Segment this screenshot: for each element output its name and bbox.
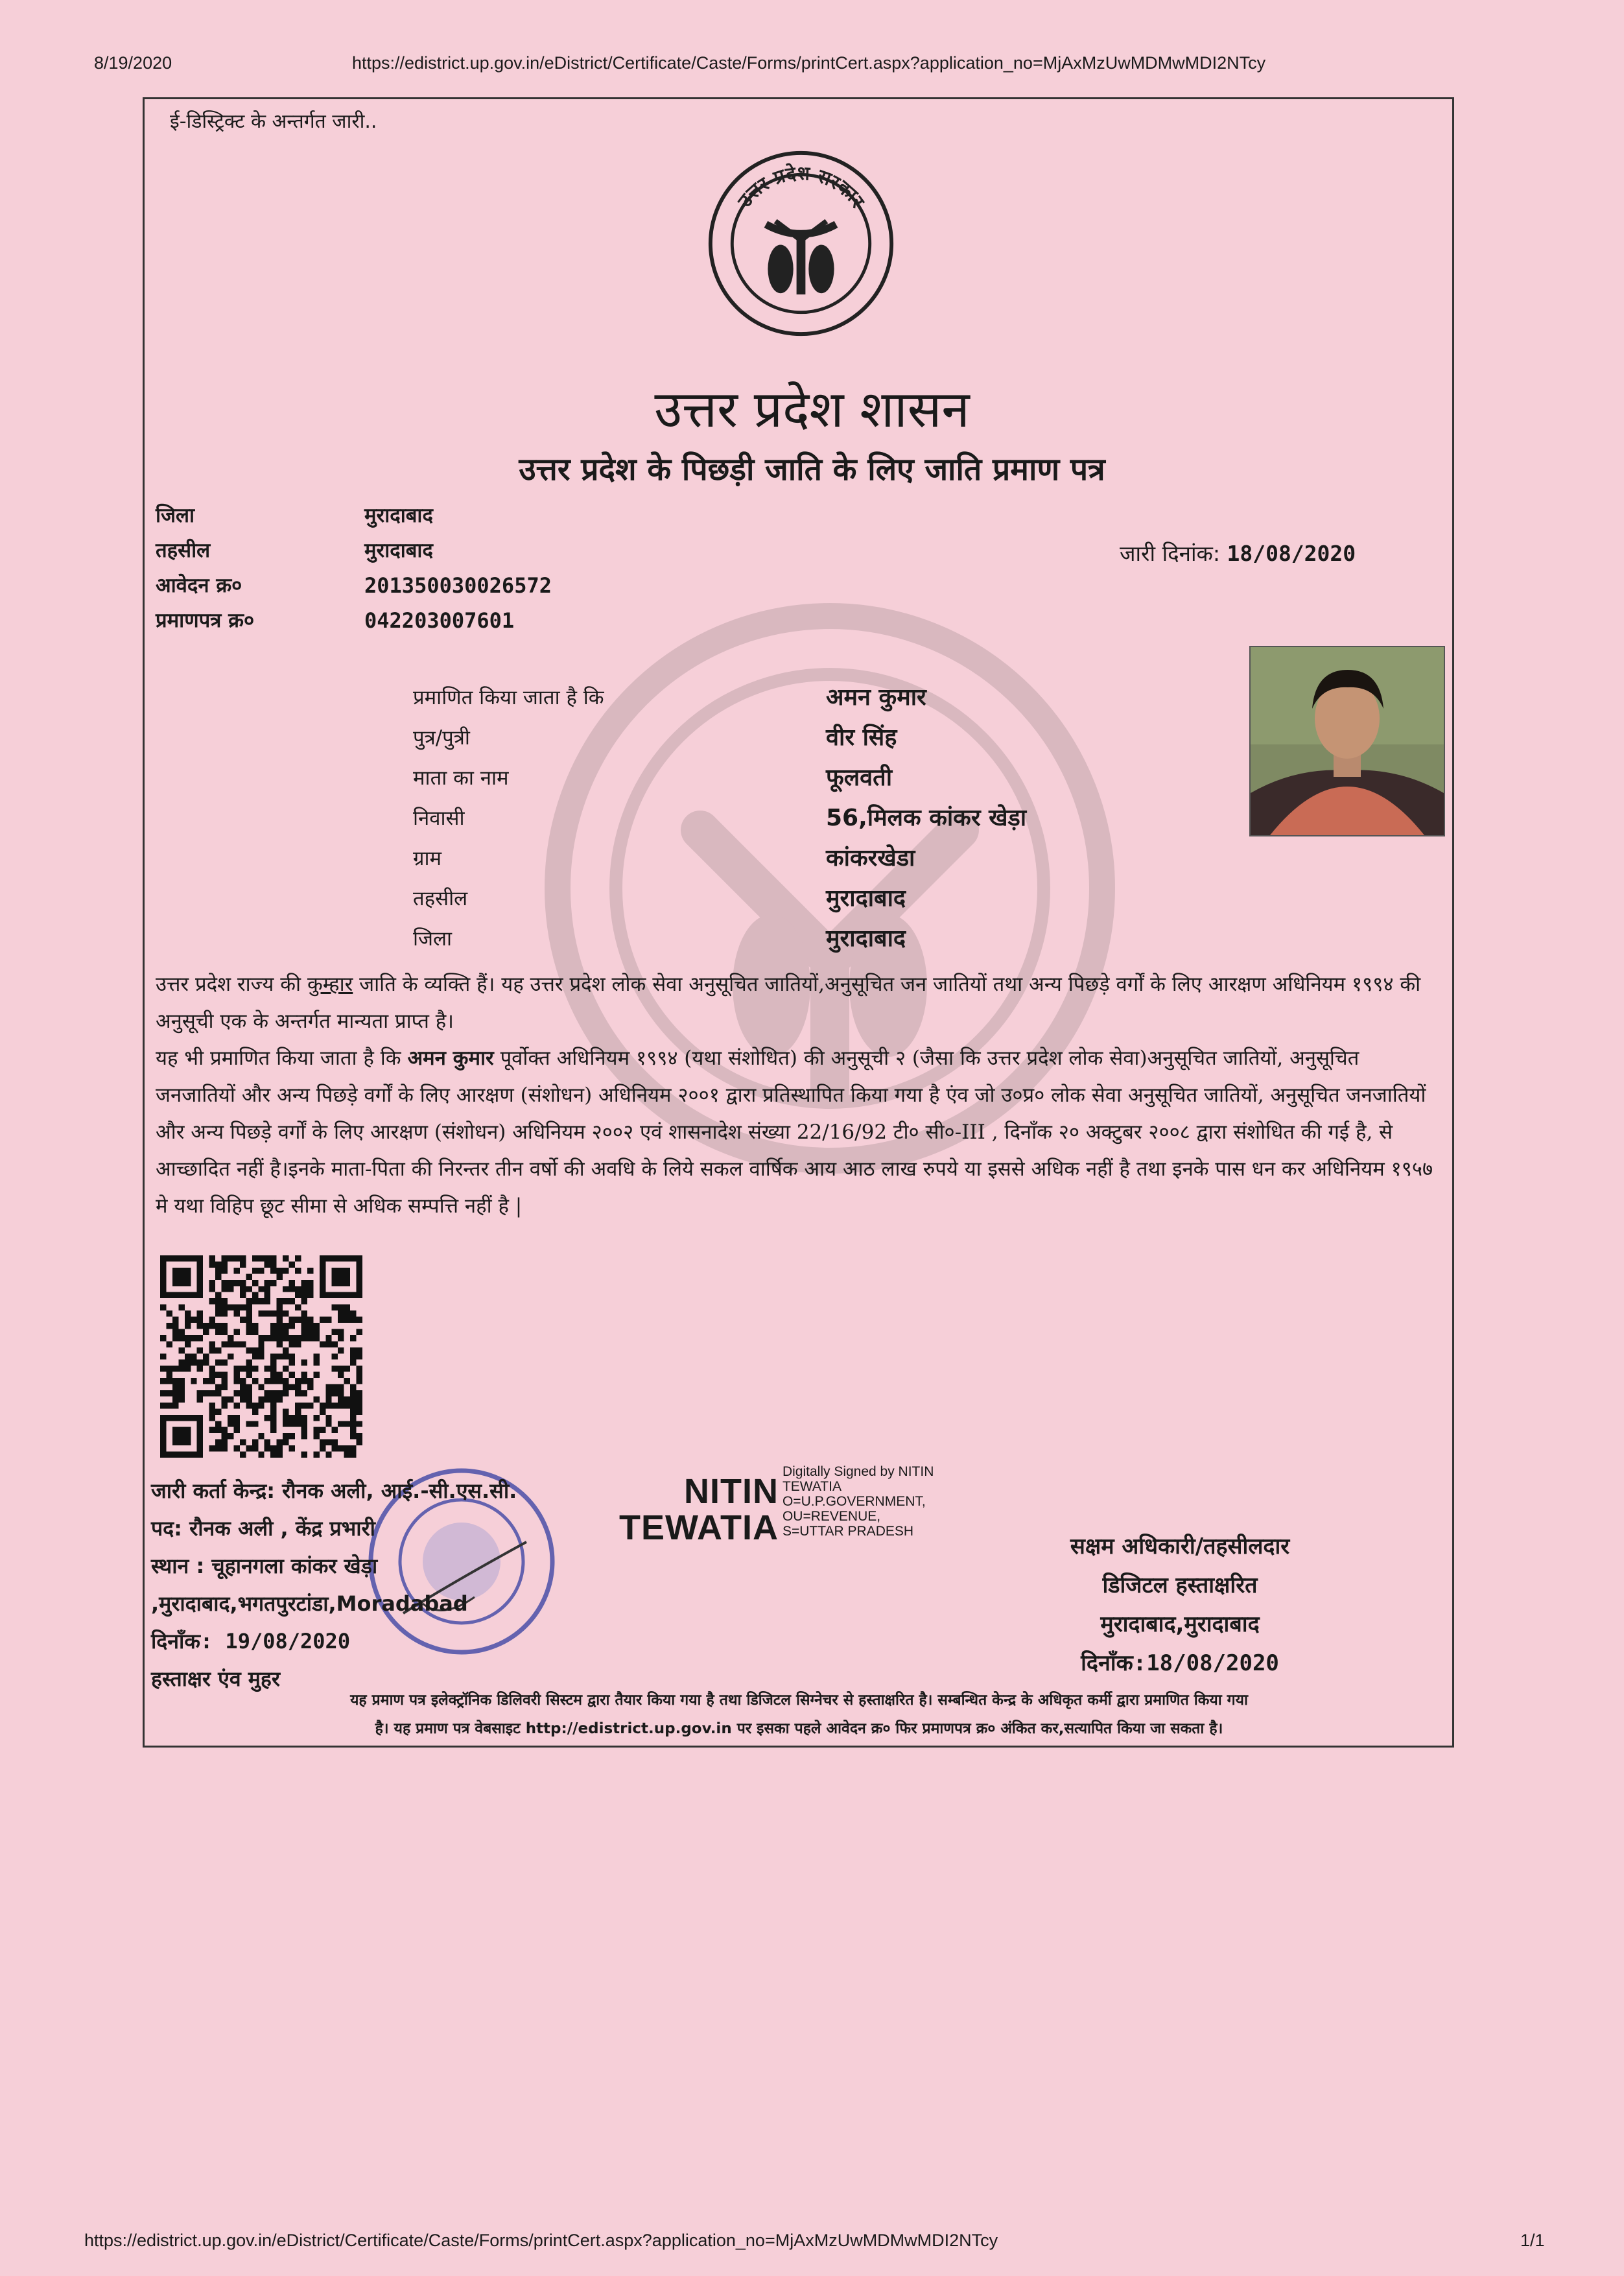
certificate-body	[156, 966, 1442, 1225]
tehsil-label: तहसील	[156, 539, 211, 562]
detail-value: वीर सिंह	[826, 724, 897, 751]
certificate-number: 042203007601	[364, 608, 515, 633]
print-header	[0, 53, 1624, 79]
body-text: उत्तर प्रदेश राज्य की	[156, 973, 307, 996]
detail-label: प्रमाणित किया जाता है कि	[413, 686, 604, 709]
detail-value: मुरादाबाद	[826, 925, 906, 952]
body-text: पूर्वोक्त अधिनियम १९९४ (यथा संशोधित) की अनुसूची २ (जैसा कि उत्तर प्रदेश लोक सेवा)अनुसूचित जातियों, अनुसूचित जनजातियों और अन्य पिछड़े वर्गों के लिए आरक्षण (संशोधन) अधिनियम २००१ द्वारा प्रतिस्थापित किया गया है एंव जो उ०प्र० लोक सेवा अनुसूचित जातियों, अनुसूचित जनजातियों और अन्य पिछड़े वर्गों के लिए आरक्षण (संशोधन) अधिनियम २००२ एवं शासनादेश संख्या 22/16/92 टी० सी०-III , दिनाँक २० अक्टुबर २००८ द्वारा संशोधित की गई है, से आच्छादित नहीं है।इनके माता-पिता की निरन्तर तीन वर्षो की अवधि के लिये सकल वार्षिक आय आठ लाख रुपये या इससे अधिक नहीं है तथा इनके पास धन कर अधिनियम १९५७ मे यथा विहिप छूट सीमा से अधिक सम्पत्ति नहीं है |	[156, 1047, 1433, 1218]
detail-row	[413, 919, 1026, 959]
detail-label: ग्राम	[413, 847, 442, 870]
footer-url: https://edistrict.up.gov.in/eDistrict/Certificate/Caste/Forms/printCert.aspx?application_no=MjAxMzUwMDMwMDI2NTcy	[84, 2231, 998, 2250]
detail-label: तहसील	[413, 887, 468, 910]
government-title: उत्तर प्रदेश शासन	[654, 381, 970, 439]
verification-footnote	[149, 1686, 1449, 1743]
signature-line: S=UTTAR PRADESH	[782, 1524, 914, 1539]
detail-row	[413, 758, 1026, 798]
signature-line: O=U.P.GOVERNMENT,	[782, 1494, 926, 1509]
body-paragraph-2	[156, 1040, 1442, 1225]
officer-designation: सक्षम अधिकारी/तहसीलदार	[1070, 1534, 1290, 1559]
qr-code-icon	[159, 1255, 364, 1458]
meta-certificate-row	[156, 603, 552, 638]
meta-application-row	[156, 568, 552, 603]
issuing-center	[151, 1472, 517, 1698]
page-count: 1/1	[1520, 2231, 1545, 2250]
issuing-center-post: पद: रौनक अली , केंद्र प्रभारी	[151, 1516, 375, 1541]
application-number: 201350030026572	[364, 573, 552, 598]
applicant-name: अमन कुमार	[407, 1047, 494, 1070]
signature-line: TEWATIA	[782, 1479, 841, 1494]
district-value: मुरादाबाद	[364, 504, 433, 527]
certificate-title: उत्तर प्रदेश के पिछड़ी जाति के लिए जाति प्रमाण पत्र	[519, 451, 1105, 488]
issuing-center-name: जारी कर्ता केन्द्र: रौनक अली, आई.-सी.एस.सी.	[151, 1478, 517, 1503]
svg-text:उत्तर प्रदेश सरकार: उत्तर प्रदेश सरकार	[733, 161, 869, 212]
detail-row	[413, 678, 1026, 718]
person-photo-icon	[1251, 647, 1444, 835]
body-text: यह भी प्रमाणित किया जाता है कि	[156, 1047, 408, 1070]
certificate-label: प्रमाणपत्र क्र०	[156, 609, 255, 632]
issue-date-value: 18/08/2020	[1227, 541, 1356, 566]
issuing-center-date: दिनाँक: 19/08/2020	[151, 1629, 351, 1654]
certificate-meta	[156, 498, 552, 638]
officer-signed: डिजिटल हस्ताक्षरित	[1102, 1572, 1258, 1598]
signer-first-name: NITIN	[683, 1472, 779, 1511]
footnote-line: यह प्रमाण पत्र इलेक्ट्रॉनिक डिलिवरी सिस्टम द्वारा तैयार किया गया है तथा डिजिटल सिग्नेचर से हस्ताक्षरित है। सम्बन्धित केन्द्र के अधिकृत कर्मी द्वारा प्रमाणित किया गया	[350, 1692, 1248, 1709]
detail-value: 56,मिलक कांकर खेड़ा	[826, 805, 1027, 831]
digital-signature	[619, 1464, 934, 1546]
signature-line: OU=REVENUE,	[782, 1509, 881, 1524]
detail-row	[413, 718, 1026, 758]
body-text: जाति के व्यक्ति हैं। यह उत्तर प्रदेश लोक सेवा अनुसूचित जातियों,अनुसूचित जन जातियों तथा अन्य पिछड़े वर्गों के लिए आरक्षण अधिनियम १९९४ की अनुसूची एक के अन्तर्गत मान्यता प्राप्त है।	[156, 973, 1421, 1033]
detail-row	[413, 798, 1026, 838]
body-paragraph-1	[156, 966, 1442, 1040]
officer-date: दिनाँक:18/08/2020	[1081, 1650, 1279, 1676]
detail-label: माता का नाम	[413, 766, 509, 790]
signature-line: Digitally Signed by NITIN	[782, 1464, 934, 1479]
print-date: 8/19/2020	[94, 53, 172, 73]
officer-location: मुरादाबाद,मुरादाबाद	[1100, 1611, 1260, 1637]
district-label: जिला	[156, 504, 195, 527]
print-url: https://edistrict.up.gov.in/eDistrict/Certificate/Caste/Forms/printCert.aspx?application_no=MjAxMzUwMDMwMDI2NTcy	[352, 53, 1266, 73]
meta-tehsil-row	[156, 533, 552, 568]
issuing-center-place: स्थान : चूहानगला कांकर खेड़ा	[151, 1554, 378, 1578]
signer-last-name: TEWATIA	[619, 1508, 779, 1547]
detail-value: फूलवती	[826, 765, 893, 791]
issued-under-text: ई-डिस्ट्रिक्ट के अन्तर्गत जारी..	[170, 110, 377, 133]
detail-row	[413, 879, 1026, 919]
footnote-line: है। यह प्रमाण पत्र वेबसाइट http://edistrict.up.gov.in पर इसका पहले आवेदन क्र० फिर प्रमाणपत्र क्र० अंकित कर,सत्यापित किया जा सकता है।	[375, 1720, 1223, 1737]
tehsil-value: मुरादाबाद	[364, 539, 433, 562]
applicant-photo	[1249, 646, 1445, 836]
detail-label: पुत्र/पुत्री	[413, 726, 470, 750]
issue-date-label: जारी दिनांक:	[1120, 541, 1220, 566]
issuing-center-address: ,मुरादाबाद,भगतपुरटांडा,Moradabad	[151, 1591, 468, 1616]
application-label: आवेदन क्र०	[156, 574, 242, 597]
detail-label: निवासी	[413, 807, 465, 830]
up-emblem-icon	[705, 148, 897, 339]
caste-name: कुम्हार	[307, 973, 353, 996]
detail-value: कांकरखेडा	[826, 845, 915, 871]
issue-date	[1120, 538, 1356, 567]
meta-district-row	[156, 498, 552, 533]
detail-value: मुरादाबाद	[826, 885, 906, 912]
detail-value: अमन कुमार	[826, 684, 926, 711]
competent-officer	[1018, 1527, 1342, 1683]
seal-signature-label: हस्ताक्षर एंव मुहर	[151, 1666, 280, 1691]
applicant-details	[413, 678, 1026, 959]
detail-label: जिला	[413, 927, 453, 951]
detail-row	[413, 838, 1026, 879]
